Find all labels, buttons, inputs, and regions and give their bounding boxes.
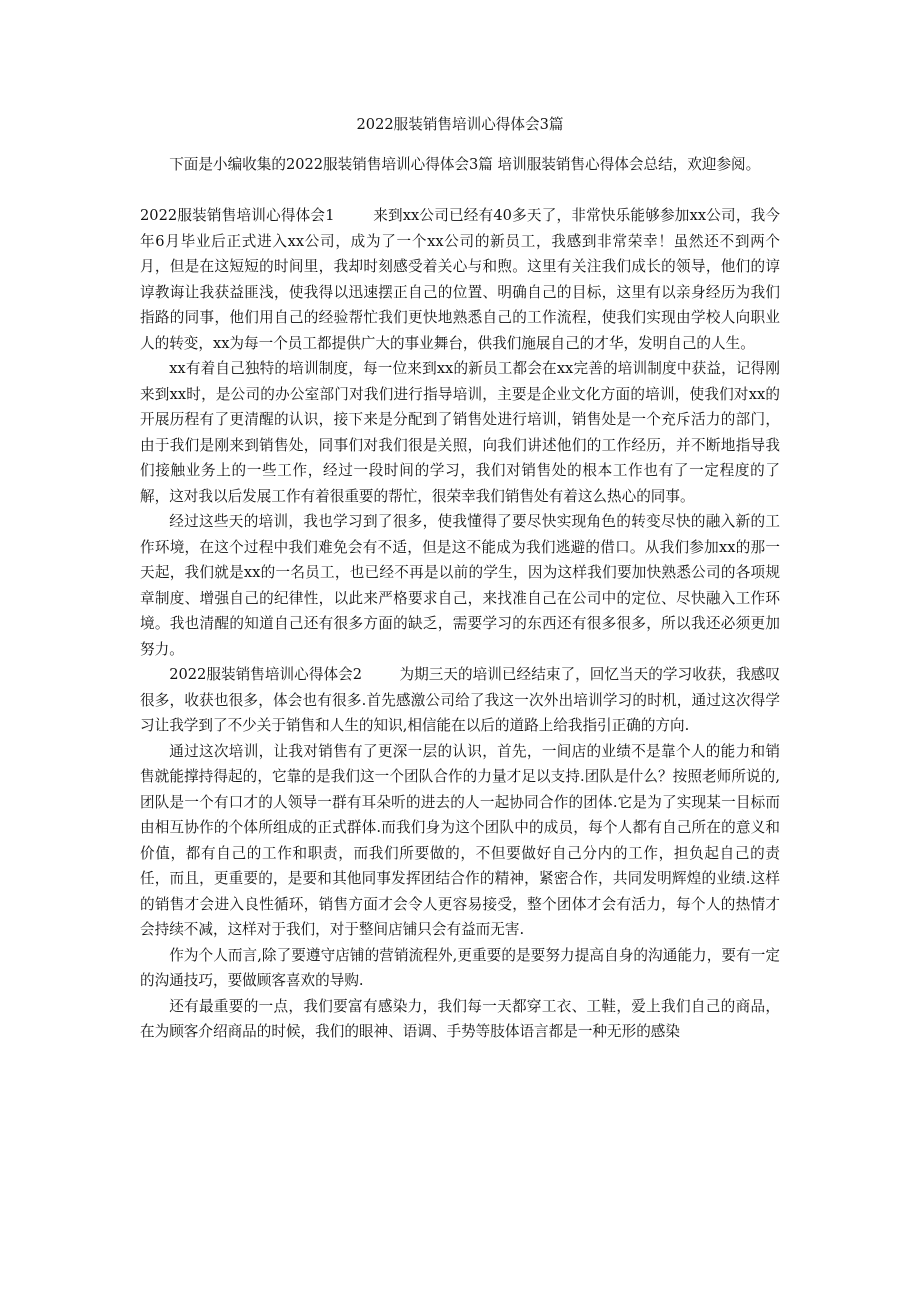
section-2-paragraph: 作为个人而言,除了要遵守店铺的营销流程外,更重要的是要努力提高自身的沟通能力，要有一定的沟通技巧，要做顾客喜欢的导购.	[140, 946, 780, 989]
heading-gap	[362, 666, 399, 683]
section-1-first-text: 来到xx公司已经有40多天了，非常快乐能够参加xx公司，我今年6月毕业后正式进入xx公司，成为了一个xx公司的新员工，我感到非常荣幸！虽然还不到两个月，但是在这短短的时间里，我却时刻感受着关心与和煦。这里有关注我们成长的领导，他们的谆谆教诲让我获益匪浅，使我得以迅速摆正自己的位置、明确自己的目标，这里有以亲身经历为我们指路的同事，他们用自己的经验帮忙我们更快地熟悉自己的工作流程，使我们实现由学校人向职业人的转变，xx为每一个员工都提供广大的事业舞台，供我们施展自己的才华，发明自己的人生。	[140, 207, 780, 352]
heading-gap	[335, 207, 374, 224]
intro-paragraph: 下面是小编收集的2022服装销售培训心得体会3篇 培训服装销售心得体会总结，欢迎参阅。	[169, 155, 761, 173]
section-2-heading: 2022服装销售培训心得体会2	[169, 666, 363, 683]
section-1-first-paragraph	[140, 203, 780, 356]
section-2-first-text: 为期三天的培训已经结束了，回忆当天的学习收获，我感叹很多，收获也很多，体会也有很多.首先感激公司给了我这一次外出培训学习的时机，通过这次得学习让我学到了不少关于销售和人生的知识,相信能在以后的道路上给我指引正确的方向.	[140, 666, 780, 734]
section-1-paragraph: xx有着自己独特的培训制度，每一位来到xx的新员工都会在xx完善的培训制度中获益，记得刚来到xx时，是公司的办公室部门对我们进行指导培训，主要是企业文化方面的培训，使我们对xx的开展历程有了更清醒的认识，接下来是分配到了销售处进行培训，销售处是一个充斥活力的部门，由于我们是刚来到销售处，同事们对我们很是关照，向我们讲述他们的工作经历，并不断地指导我们接触业务上的一些工作，经过一段时间的学习，我们对销售处的根本工作也有了一定程度的了解，这对我以后发展工作有着很重要的帮忙，很荣幸我们销售处有着这么热心的同事。	[140, 360, 780, 505]
section-2-paragraph: 还有最重要的一点，我们要富有感染力，我们每一天都穿工衣、工鞋，爱上我们自己的商品，在为顾客介绍商品的时候，我们的眼神、语调、手势等肢体语言都是一种无形的感染	[140, 997, 780, 1040]
section-1-paragraph: 经过这些天的培训，我也学习到了很多，使我懂得了要尽快实现角色的转变尽快的融入新的工作环境，在这个过程中我们难免会有不适，但是这不能成为我们逃避的借口。从我们参加xx的那一天起，我们就是xx的一名员工，也已经不再是以前的学生，因为这样我们要加快熟悉公司的各项规章制度、增强自己的纪律性，以此来严格要求自己，来找准自己在公司中的定位、尽快融入工作环境。我也清醒的知道自己还有很多方面的缺乏，需要学习的东西还有很多很多，所以我还必须更加努力。	[140, 513, 780, 658]
document-body	[140, 112, 780, 1045]
document-title: 2022服装销售培训心得体会3篇	[356, 116, 564, 133]
section-1-heading: 2022服装销售培训心得体会1	[140, 207, 335, 224]
section-2-first-paragraph	[140, 662, 780, 739]
section-2-paragraph: 通过这次培训，让我对销售有了更深一层的认识，首先，一间店的业绩不是靠个人的能力和销售就能撑持得起的，它靠的是我们这一个团队合作的力量才足以支持.团队是什么？按照老师所说的,团队是一个有口才的人领导一群有耳朵听的进去的人一起协同合作的团体.它是为了实现某一目标而由相互协作的个体所组成的正式群体.而我们身为这个团队中的成员，每个人都有自己所在的意义和价值，都有自己的工作和职责，而我们所要做的，不但要做好自己分内的工作，担负起自己的责任，而且，更重要的，是要和其他同事发挥团结合作的精神，紧密合作，共同发明辉煌的业绩.这样的销售才会进入良性循环，销售方面才会令人更容易接受，整个团体才会有活力，每个人的热情才会持续不减，这样对于我们，对于整间店铺只会有益而无害.	[140, 742, 780, 938]
